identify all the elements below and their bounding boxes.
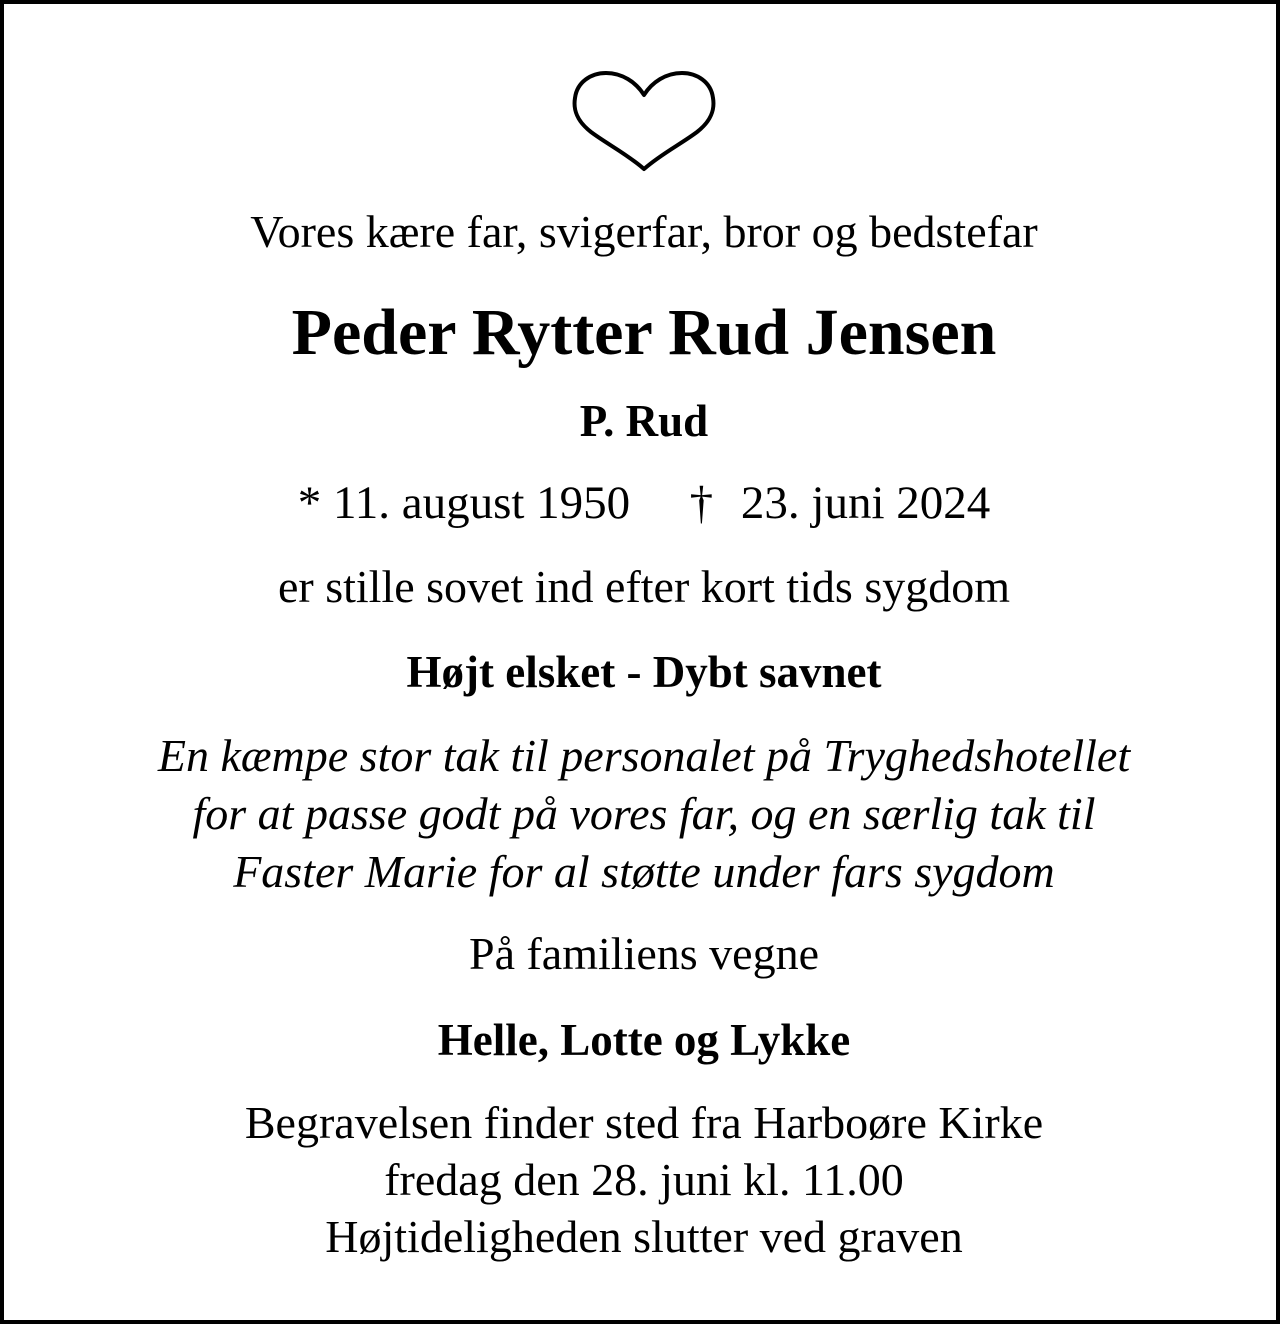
thanks-line: Faster Marie for al støtte under fars sygdom — [233, 846, 1055, 897]
intro-text: Vores kære far, svigerfar, bror og bedstefar — [250, 206, 1038, 257]
thanks-line: En kæmpe stor tak til personalet på Tryghedshotellet — [157, 730, 1131, 781]
funeral-line: Højtideligheden slutter ved graven — [325, 1211, 963, 1262]
birth-date: 11. august 1950 — [332, 477, 631, 529]
death-symbol: † — [689, 477, 714, 529]
funeral-line: fredag den 28. juni kl. 11.00 — [384, 1154, 904, 1205]
heart-icon — [569, 66, 719, 174]
family-names: Helle, Lotte og Lykke — [437, 1015, 851, 1065]
funeral-info — [4, 1094, 1280, 1265]
birth-symbol: * — [297, 477, 322, 529]
thanks-paragraph — [4, 727, 1280, 901]
death-date: 23. juni 2024 — [740, 477, 991, 529]
behalf-text: På familiens vegne — [468, 928, 819, 979]
deceased-nickname: P. Rud — [579, 396, 709, 446]
thanks-line: for at passe godt på vores far, og en særlig tak til — [192, 788, 1096, 839]
life-dates — [4, 473, 1280, 533]
motto-text: Højt elsket - Dybt savnet — [406, 647, 882, 697]
passed-text: er stille sovet ind efter kort tids sygdom — [277, 561, 1011, 612]
deceased-name: Peder Rytter Rud Jensen — [291, 296, 997, 369]
funeral-line: Begravelsen finder sted fra Harboøre Kirke — [244, 1097, 1044, 1148]
